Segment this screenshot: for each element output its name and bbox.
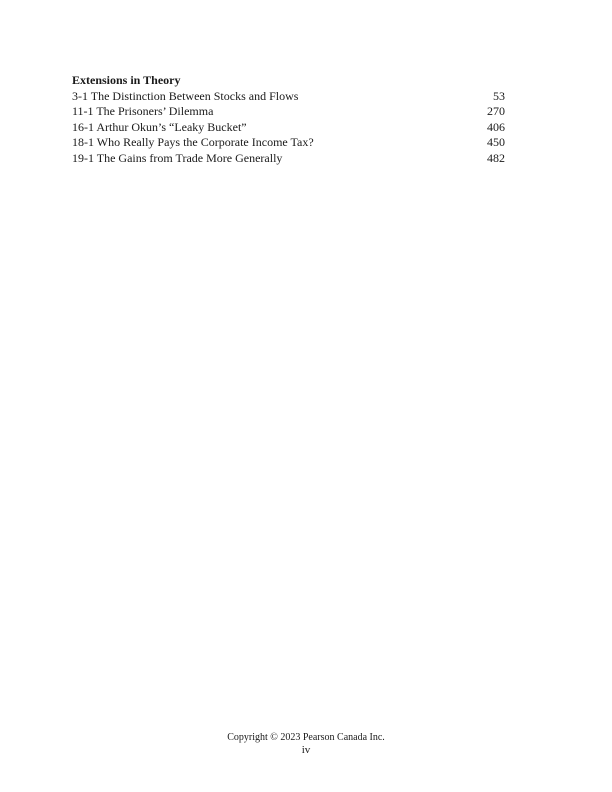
page-footer [0,731,612,757]
toc-entry [72,104,505,120]
toc-entry-title: 18-1 Who Really Pays the Corporate Income Tax? [72,135,314,150]
page-number: iv [301,744,311,756]
toc-entry-page: 406 [487,119,505,134]
toc-entry [72,151,505,167]
toc-entry-title: 16-1 Arthur Okun’s “Leaky Bucket” [72,119,247,134]
toc-entry-title: 19-1 The Gains from Trade More Generally [72,150,283,165]
toc-entry-title: 11-1 The Prisoners’ Dilemma [72,104,214,119]
toc-entry-title: 3-1 The Distinction Between Stocks and Flows [72,88,299,103]
toc-entry-page: 450 [487,135,505,150]
copyright-notice: Copyright © 2023 Pearson Canada Inc. [227,732,385,743]
toc-list [72,89,505,167]
extensions-in-theory-section [72,73,505,166]
toc-entry [72,135,505,151]
toc-entry-page: 53 [493,88,505,103]
toc-entry [72,89,505,105]
toc-entry-page: 482 [487,150,505,165]
toc-entry [72,120,505,136]
toc-entry-page: 270 [487,104,505,119]
section-heading: Extensions in Theory [72,73,181,87]
